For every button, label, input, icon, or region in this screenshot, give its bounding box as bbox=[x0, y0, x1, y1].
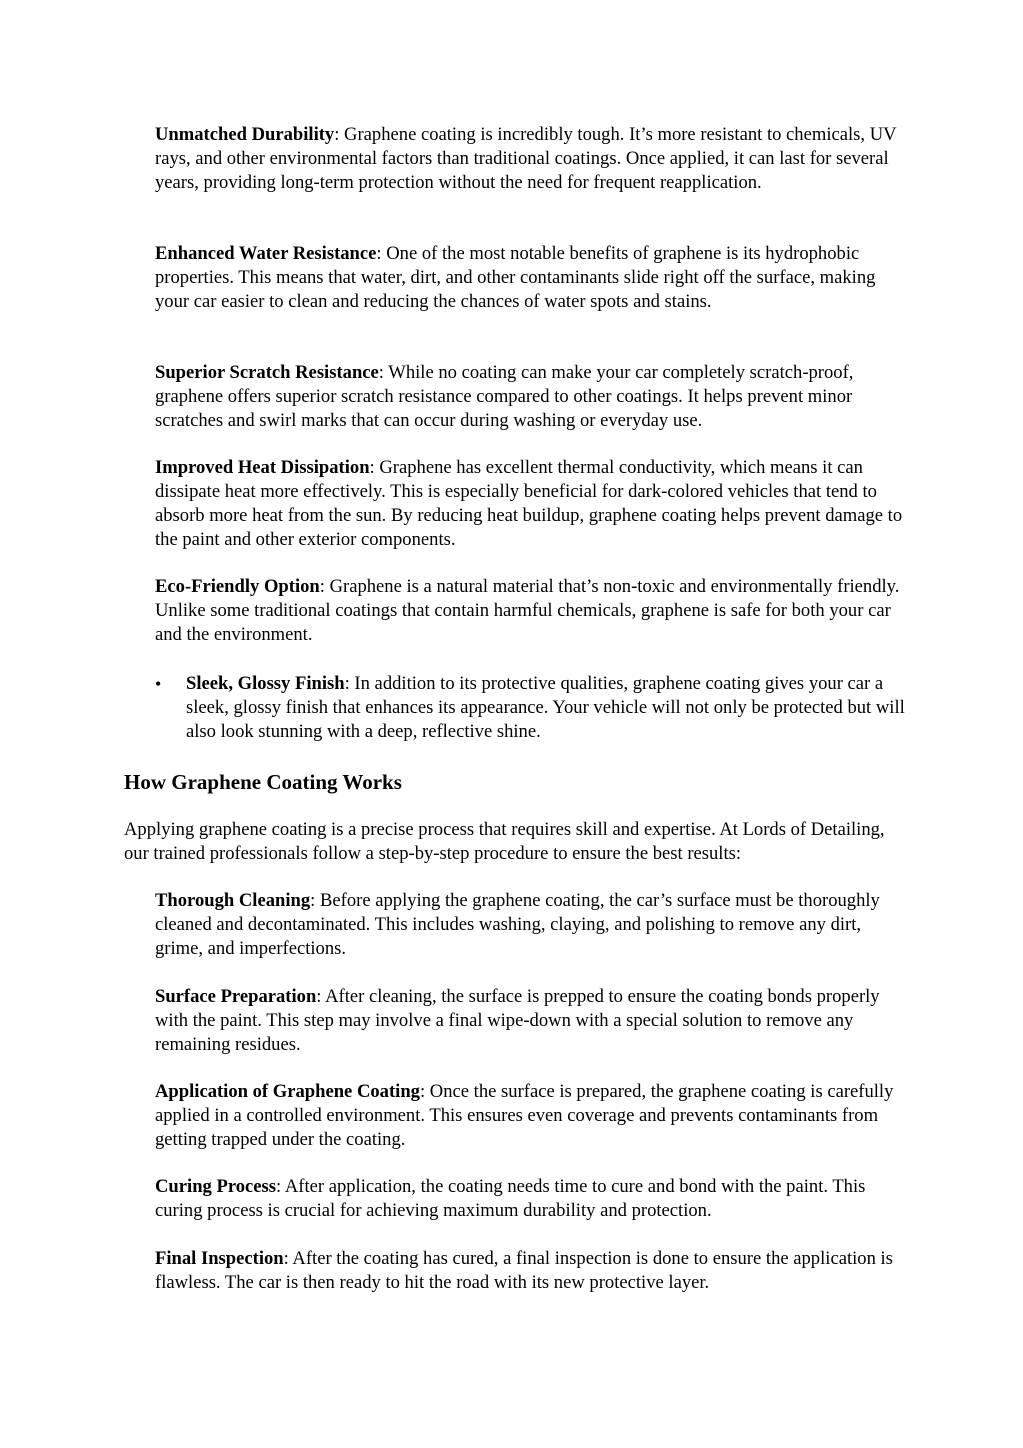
step-text: : Once the surface is prepared, the graphene coating is carefully applied in a controlled environment. This ensures even coverage and prevents contaminants from getting trapped under the coating. bbox=[155, 1081, 894, 1150]
benefit-term: Superior Scratch Resistance bbox=[155, 362, 379, 383]
step-term: Thorough Cleaning bbox=[155, 890, 311, 911]
benefit-paragraph-durability bbox=[155, 123, 905, 195]
step-text: : After cleaning, the surface is prepped to ensure the coating bonds properly with the paint. This step may involve a final wipe-down with a special solution to remove any remaining residues. bbox=[155, 986, 880, 1055]
benefit-paragraph-eco-friendly bbox=[155, 575, 905, 647]
step-term: Curing Process bbox=[155, 1176, 277, 1197]
benefit-text: : Graphene coating is incredibly tough. It’s more resistant to chemicals, UV rays, and other environmental factors than traditional coatings. Once applied, it can last for several years, providing long-term protection without the need for frequent reapplication. bbox=[155, 124, 897, 193]
benefit-text: : One of the most notable benefits of graphene is its hydrophobic properties. This means that water, dirt, and other contaminants slide right off the surface, making your car easier to clean and reducing the chances of water spots and stains. bbox=[155, 243, 876, 312]
benefit-text: : While no coating can make your car completely scratch-proof, graphene offers superior scratch resistance compared to other coatings. It helps prevent minor scratches and swirl marks that can occur during washing or everyday use. bbox=[155, 362, 854, 431]
step-paragraph-preparation bbox=[155, 985, 905, 1057]
step-paragraph-curing bbox=[155, 1175, 905, 1223]
benefit-term: Enhanced Water Resistance bbox=[155, 243, 377, 264]
benefit-paragraph-water-resistance bbox=[155, 242, 905, 314]
step-term: Application of Graphene Coating bbox=[155, 1081, 420, 1102]
benefit-term: Unmatched Durability bbox=[155, 124, 335, 145]
bullet-text: : In addition to its protective qualities, graphene coating gives your car a sleek, glossy finish that enhances its appearance. Your vehicle will not only be protected but will also look stunning with a deep, reflective shine. bbox=[186, 673, 905, 742]
benefit-text: : Graphene has excellent thermal conductivity, which means it can dissipate heat more effectively. This is especially beneficial for dark-colored vehicles that tend to absorb more heat from the sun. By reducing heat buildup, graphene coating helps prevent damage to the paint and other exterior components. bbox=[155, 457, 903, 550]
step-term: Final Inspection bbox=[155, 1248, 284, 1269]
bullet-term: Sleek, Glossy Finish bbox=[186, 673, 345, 694]
benefit-term: Improved Heat Dissipation bbox=[155, 457, 370, 478]
step-paragraph-application bbox=[155, 1080, 905, 1152]
step-paragraph-cleaning bbox=[155, 889, 905, 961]
step-term: Surface Preparation bbox=[155, 986, 317, 1007]
section-heading: How Graphene Coating Works bbox=[124, 770, 402, 794]
step-text: : After application, the coating needs time to cure and bond with the paint. This curing process is crucial for achieving maximum durability and protection. bbox=[155, 1176, 866, 1221]
bullet-symbol: • bbox=[155, 674, 162, 694]
benefit-paragraph-heat-dissipation bbox=[155, 456, 905, 552]
section-intro: Applying graphene coating is a precise process that requires skill and expertise. At Lords of Detailing, our trained professionals follow a step-by-step procedure to ensure the best results: bbox=[124, 819, 885, 864]
bullet-item-glossy-finish bbox=[186, 672, 906, 744]
step-text: : Before applying the graphene coating, the car’s surface must be thoroughly cleaned and decontaminated. This includes washing, claying, and polishing to remove any dirt, grime, and imperfections. bbox=[155, 890, 880, 959]
benefit-term: Eco-Friendly Option bbox=[155, 576, 320, 597]
step-text: : After the coating has cured, a final inspection is done to ensure the application is flawless. The car is then ready to hit the road with its new protective layer. bbox=[155, 1248, 893, 1293]
benefit-paragraph-scratch-resistance bbox=[155, 361, 905, 433]
step-paragraph-inspection bbox=[155, 1247, 905, 1295]
benefit-text: : Graphene is a natural material that’s non-toxic and environmentally friendly. Unlike some traditional coatings that contain harmful chemicals, graphene is safe for both your car and the environment. bbox=[155, 576, 900, 645]
